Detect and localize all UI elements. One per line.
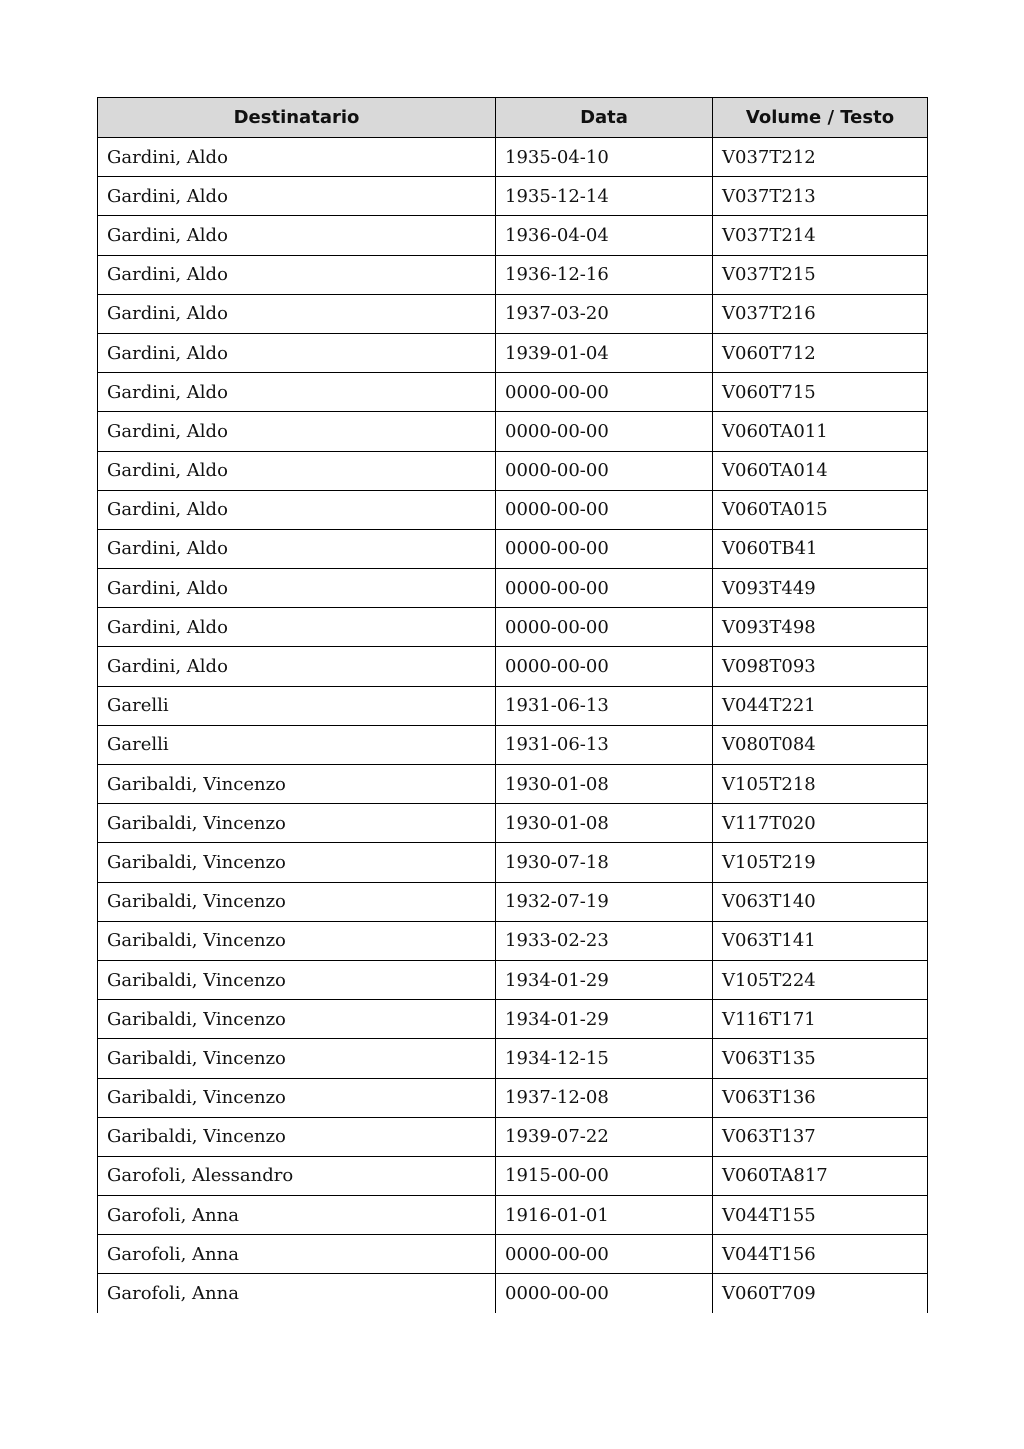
destinatario-cell: Gardini, Aldo: [98, 333, 496, 372]
volume-testo-cell: V093T449: [713, 569, 928, 608]
data-cell: 0000-00-00: [496, 490, 713, 529]
table-header: [98, 98, 928, 138]
volume-testo-cell: V060TA817: [713, 1156, 928, 1195]
volume-testo-cell: V080T084: [713, 725, 928, 764]
destinatario-cell: Garibaldi, Vincenzo: [98, 1078, 496, 1117]
table-row: [98, 333, 928, 372]
destinatario-cell: Gardini, Aldo: [98, 647, 496, 686]
table-row: [98, 921, 928, 960]
data-cell: 0000-00-00: [496, 412, 713, 451]
table-row: [98, 216, 928, 255]
destinatario-cell: Gardini, Aldo: [98, 373, 496, 412]
table-row: [98, 1156, 928, 1195]
volume-testo-cell: V060T709: [713, 1274, 928, 1313]
volume-testo-cell: V060TB41: [713, 529, 928, 568]
destinatario-cell: Gardini, Aldo: [98, 608, 496, 647]
volume-testo-cell: V037T212: [713, 138, 928, 177]
destinatario-cell: Garibaldi, Vincenzo: [98, 1000, 496, 1039]
destinatario-cell: Garibaldi, Vincenzo: [98, 882, 496, 921]
destinatario-cell: Garofoli, Alessandro: [98, 1156, 496, 1195]
volume-testo-cell: V116T171: [713, 1000, 928, 1039]
volume-testo-cell: V037T216: [713, 294, 928, 333]
header-data: Data: [496, 98, 713, 138]
destinatario-cell: Gardini, Aldo: [98, 138, 496, 177]
destinatario-cell: Gardini, Aldo: [98, 529, 496, 568]
volume-testo-cell: V037T213: [713, 177, 928, 216]
data-cell: 1937-12-08: [496, 1078, 713, 1117]
data-cell: 1930-07-18: [496, 843, 713, 882]
header-volume-testo: Volume / Testo: [713, 98, 928, 138]
table-row: [98, 1196, 928, 1235]
destinatario-cell: Garelli: [98, 725, 496, 764]
data-cell: 0000-00-00: [496, 529, 713, 568]
destinatario-cell: Gardini, Aldo: [98, 294, 496, 333]
data-cell: 1937-03-20: [496, 294, 713, 333]
destinatario-cell: Gardini, Aldo: [98, 177, 496, 216]
volume-testo-cell: V117T020: [713, 804, 928, 843]
data-cell: 1934-01-29: [496, 960, 713, 999]
data-cell: 0000-00-00: [496, 608, 713, 647]
destinatario-cell: Gardini, Aldo: [98, 451, 496, 490]
volume-testo-cell: V060TA014: [713, 451, 928, 490]
destinatario-cell: Garofoli, Anna: [98, 1235, 496, 1274]
data-cell: 1931-06-13: [496, 686, 713, 725]
table-row: [98, 490, 928, 529]
destinatario-cell: Garibaldi, Vincenzo: [98, 921, 496, 960]
volume-testo-cell: V060TA015: [713, 490, 928, 529]
table-row: [98, 529, 928, 568]
destinatario-cell: Garibaldi, Vincenzo: [98, 1117, 496, 1156]
table-row: [98, 294, 928, 333]
data-cell: 1916-01-01: [496, 1196, 713, 1235]
data-cell: 1931-06-13: [496, 725, 713, 764]
data-cell: 0000-00-00: [496, 647, 713, 686]
volume-testo-cell: V060T715: [713, 373, 928, 412]
data-cell: 1915-00-00: [496, 1156, 713, 1195]
data-cell: 0000-00-00: [496, 1235, 713, 1274]
volume-testo-cell: V063T135: [713, 1039, 928, 1078]
destinatario-cell: Gardini, Aldo: [98, 569, 496, 608]
volume-testo-cell: V037T214: [713, 216, 928, 255]
volume-testo-cell: V063T141: [713, 921, 928, 960]
data-cell: 1932-07-19: [496, 882, 713, 921]
table-row: [98, 1078, 928, 1117]
destinatario-cell: Garibaldi, Vincenzo: [98, 765, 496, 804]
destinatario-cell: Garofoli, Anna: [98, 1196, 496, 1235]
table-row: [98, 960, 928, 999]
header-row: [98, 98, 928, 138]
header-destinatario: Destinatario: [98, 98, 496, 138]
volume-testo-cell: V044T156: [713, 1235, 928, 1274]
data-cell: 0000-00-00: [496, 1274, 713, 1313]
data-cell: 1934-12-15: [496, 1039, 713, 1078]
destinatario-cell: Garibaldi, Vincenzo: [98, 804, 496, 843]
table-row: [98, 373, 928, 412]
data-cell: 1936-04-04: [496, 216, 713, 255]
volume-testo-cell: V063T137: [713, 1117, 928, 1156]
table-row: [98, 686, 928, 725]
table-row: [98, 608, 928, 647]
recipients-table: [97, 97, 928, 1313]
data-cell: 0000-00-00: [496, 451, 713, 490]
table-row: [98, 765, 928, 804]
table-row: [98, 882, 928, 921]
data-cell: 1935-12-14: [496, 177, 713, 216]
volume-testo-cell: V044T221: [713, 686, 928, 725]
table-row: [98, 725, 928, 764]
volume-testo-cell: V037T215: [713, 255, 928, 294]
volume-testo-cell: V063T136: [713, 1078, 928, 1117]
volume-testo-cell: V044T155: [713, 1196, 928, 1235]
table-row: [98, 1000, 928, 1039]
data-cell: 1939-01-04: [496, 333, 713, 372]
data-cell: 1930-01-08: [496, 804, 713, 843]
data-cell: 1934-01-29: [496, 1000, 713, 1039]
destinatario-cell: Garelli: [98, 686, 496, 725]
recipients-table-container: [97, 97, 927, 1313]
table-row: [98, 412, 928, 451]
data-cell: 0000-00-00: [496, 373, 713, 412]
table-row: [98, 1039, 928, 1078]
data-cell: 1935-04-10: [496, 138, 713, 177]
volume-testo-cell: V093T498: [713, 608, 928, 647]
data-cell: 1933-02-23: [496, 921, 713, 960]
destinatario-cell: Gardini, Aldo: [98, 490, 496, 529]
destinatario-cell: Garibaldi, Vincenzo: [98, 1039, 496, 1078]
destinatario-cell: Garibaldi, Vincenzo: [98, 960, 496, 999]
table-row: [98, 843, 928, 882]
destinatario-cell: Garibaldi, Vincenzo: [98, 843, 496, 882]
table-row: [98, 569, 928, 608]
table-row: [98, 647, 928, 686]
data-cell: 1936-12-16: [496, 255, 713, 294]
table-row: [98, 177, 928, 216]
volume-testo-cell: V105T224: [713, 960, 928, 999]
table-row: [98, 1235, 928, 1274]
volume-testo-cell: V105T218: [713, 765, 928, 804]
table-row: [98, 138, 928, 177]
table-row: [98, 1274, 928, 1313]
volume-testo-cell: V063T140: [713, 882, 928, 921]
data-cell: 1939-07-22: [496, 1117, 713, 1156]
table-row: [98, 255, 928, 294]
data-cell: 1930-01-08: [496, 765, 713, 804]
volume-testo-cell: V098T093: [713, 647, 928, 686]
destinatario-cell: Gardini, Aldo: [98, 412, 496, 451]
table-row: [98, 1117, 928, 1156]
destinatario-cell: Garofoli, Anna: [98, 1274, 496, 1313]
volume-testo-cell: V060T712: [713, 333, 928, 372]
table-body: [98, 138, 928, 1314]
destinatario-cell: Gardini, Aldo: [98, 216, 496, 255]
table-row: [98, 804, 928, 843]
volume-testo-cell: V060TA011: [713, 412, 928, 451]
data-cell: 0000-00-00: [496, 569, 713, 608]
volume-testo-cell: V105T219: [713, 843, 928, 882]
destinatario-cell: Gardini, Aldo: [98, 255, 496, 294]
table-row: [98, 451, 928, 490]
